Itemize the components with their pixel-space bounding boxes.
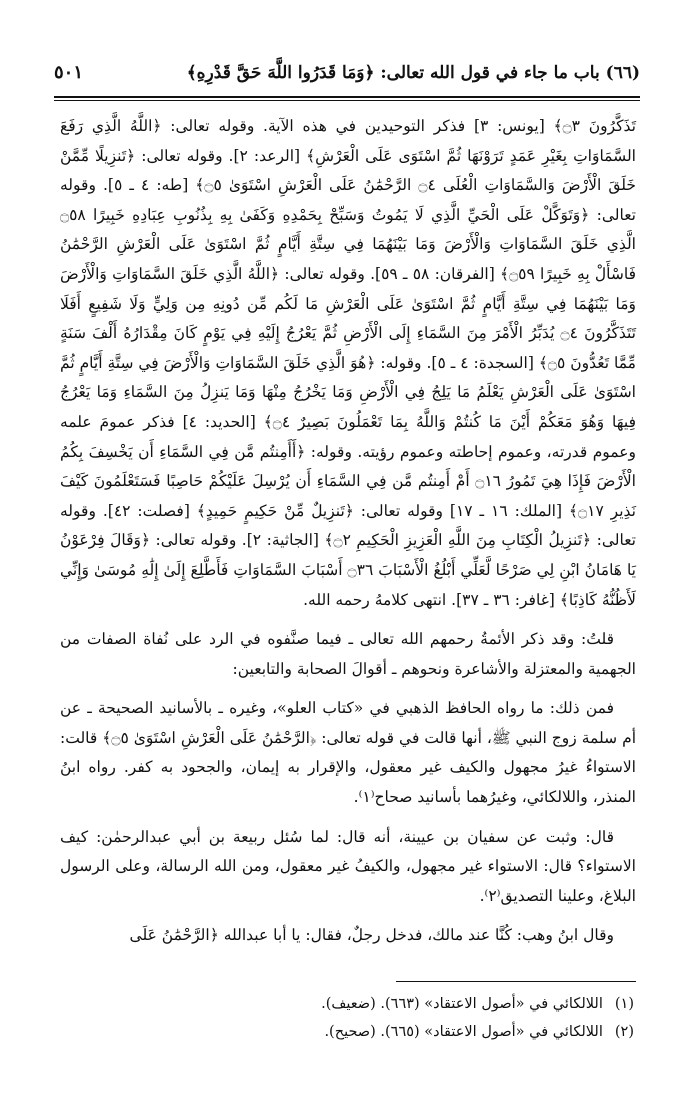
paragraph: وقال ابنُ وهب: كُنَّا عند مالك، فدخل رجلٌ، فقال: يا أبا عبدالله ﴿الرَّحْمَٰنُ عَلَى [129, 926, 614, 945]
footnote [60, 1018, 634, 1046]
paragraph: قلتُ: وقد ذكر الأئمةُ رحمهم الله تعالى ـ فيما صنَّفوه في الرد على نُفاة الصفات من الجهمية والمعتزلة والأشاعرة ونحوهم ـ أقوالَ الصحابة والتابعين: [60, 630, 636, 678]
chapter-title: (٦٦) باب ما جاء في قول الله تعالى: ﴿وَمَا قَدَرُوا اللَّهَ حَقَّ قَدْرِهِ﴾ [186, 63, 640, 83]
footnote-text: اللالكائي في «أصول الاعتقاد» (٦٦٥). (صحيح). [324, 1024, 603, 1040]
paragraph: تَذَكَّرُونَ ۝٣﴾ [يونس: ٣] فذكر التوحيدين في هذه الآية. وقوله تعالى: ﴿اللَّهُ الَّذِي رَفَعَ السَّمَاوَاتِ بِغَيْرِ عَمَدٍ تَرَوْنَهَا ثُمَّ اسْتَوَى عَلَى الْعَرْشِ﴾ [الرعد: ٢]. وقوله تعالى: ﴿تَنزِيلًا مِّمَّنْ خَلَقَ الْأَرْضَ وَالسَّمَاوَاتِ الْعُلَى ۝٤ الرَّحْمَٰنُ عَلَى الْعَرْشِ اسْتَوَىٰ ۝٥﴾ [طه: ٤ ـ ٥]. وقوله تعالى: ﴿وَتَوَكَّلْ عَلَى الْحَيِّ الَّذِي لَا يَمُوتُ وَسَبِّحْ بِحَمْدِهِ وَكَفَىٰ بِهِ بِذُنُوبِ عِبَادِهِ خَبِيرًا ۝٥٨ الَّذِي خَلَقَ السَّمَاوَاتِ وَالْأَرْضَ وَمَا بَيْنَهُمَا فِي سِتَّةِ أَيَّامٍ ثُمَّ اسْتَوَىٰ عَلَى الْعَرْشِ الرَّحْمَٰنُ فَاسْأَلْ بِهِ خَبِيرًا ۝٥٩﴾ [الفرقان: ٥٨ ـ ٥٩]. وقوله تعالى: ﴿اللَّهُ الَّذِي خَلَقَ السَّمَاوَاتِ وَالْأَرْضَ وَمَا بَيْنَهُمَا فِي سِتَّةِ أَيَّامٍ ثُمَّ اسْتَوَىٰ عَلَى الْعَرْشِ مَا لَكُم مِّن دُونِهِ مِن وَلِيٍّ وَلَا شَفِيعٍ أَفَلَا تَتَذَكَّرُونَ ۝٤ يُدَبِّرُ الْأَمْرَ مِنَ السَّمَاءِ إِلَى الْأَرْضِ ثُمَّ يَعْرُجُ إِلَيْهِ فِي يَوْمٍ كَانَ مِقْدَارُهُ أَلْفَ سَنَةٍ مِّمَّا تَعُدُّونَ ۝٥﴾ [السجدة: ٤ ـ ٥]. وقوله: ﴿هُوَ الَّذِي خَلَقَ السَّمَاوَاتِ وَالْأَرْضَ فِي سِتَّةِ أَيَّامٍ ثُمَّ اسْتَوَىٰ عَلَى الْعَرْشِ يَعْلَمُ مَا يَلِجُ فِي الْأَرْضِ وَمَا يَخْرُجُ مِنْهَا وَمَا يَنزِلُ مِنَ السَّمَاءِ وَمَا يَعْرُجُ فِيهَا وَهُوَ مَعَكُمْ أَيْنَ مَا كُنتُمْ وَاللَّهُ بِمَا تَعْمَلُونَ بَصِيرٌ ۝٤﴾ [الحديد: ٤] فذكر عمومَ علمه وعموم قدرته، وعموم إحاطته وعموم رؤيته. وقوله: ﴿أَأَمِنتُم مَّن فِي السَّمَاءِ أَن يَخْسِفَ بِكُمُ الْأَرْضَ فَإِذَا هِيَ تَمُورُ ۝١٦ أَمْ أَمِنتُم مَّن فِي السَّمَاءِ أَن يُرْسِلَ عَلَيْكُمْ حَاصِبًا فَسَتَعْلَمُونَ كَيْفَ نَذِيرِ ۝١٧﴾ [الملك: ١٦ ـ ١٧] وقوله تعالى: ﴿تَنزِيلٌ مِّنْ حَكِيمٍ حَمِيدٍ﴾ [فصلت: ٤٢]. وقوله تعالى: ﴿تَنزِيلُ الْكِتَابِ مِنَ اللَّهِ الْعَزِيزِ الْحَكِيمِ ۝٢﴾ [الجاثية: ٢]. وقوله تعالى: ﴿وَقَالَ فِرْعَوْنُ يَا هَامَانُ ابْنِ لِي صَرْحًا لَّعَلِّي أَبْلُغُ الْأَسْبَابَ ۝٣٦ أَسْبَابَ السَّمَاوَاتِ فَأَطَّلِعَ إِلَىٰ إِلَٰهِ مُوسَىٰ وَإِنِّي لَأَظُنُّهُ كَاذِبًا﴾ [غافر: ٣٦ ـ ٣٧]. انتهى كلامهُ رحمه الله. [60, 117, 636, 609]
running-header [54, 62, 640, 90]
footnote-number: (٢) [614, 1024, 634, 1040]
footnote [60, 990, 634, 1018]
paragraph: قال: وثبت عن سفيان بن عيينة، أنه قال: لما سُئل ربيعة بن أبي عبدالرحمٰن: كيف الاستواء؟ قال: الاستواء غير مجهول، والكيفُ غير معقول، ومن الله الرسالة، وعلى الرسول البلاغ، وعلينا التصديق⁽٢⁾. [60, 827, 636, 905]
footnote-number: (١) [614, 996, 634, 1012]
paragraph: فمن ذلك: ما رواه الحافظ الذهبي في «كتاب العلو»، وغيره ـ بالأسانيد الصحيحة ـ عن أم سلمة زوج النبي ﷺ، أنها قالت في قوله تعالى: ﴿الرَّحْمَٰنُ عَلَى الْعَرْشِ اسْتَوَىٰ ۝٥﴾ قالت: الاستواءُ غيرُ مجهول والكيف غير معقول، والإقرار به إيمان، والجحود به كفر. رواه ابنُ المنذر، واللالكائي، وغيرُهما بأسانيد صحاح⁽١⁾. [60, 699, 636, 807]
page-number: ٥٠١ [54, 62, 84, 83]
footnotes [60, 990, 634, 1046]
main-text [60, 112, 636, 961]
footnote-text: اللالكائي في «أصول الاعتقاد» (٦٦٣). (ضعيف). [321, 996, 603, 1012]
header-divider [54, 96, 640, 101]
footnote-divider [396, 981, 636, 982]
